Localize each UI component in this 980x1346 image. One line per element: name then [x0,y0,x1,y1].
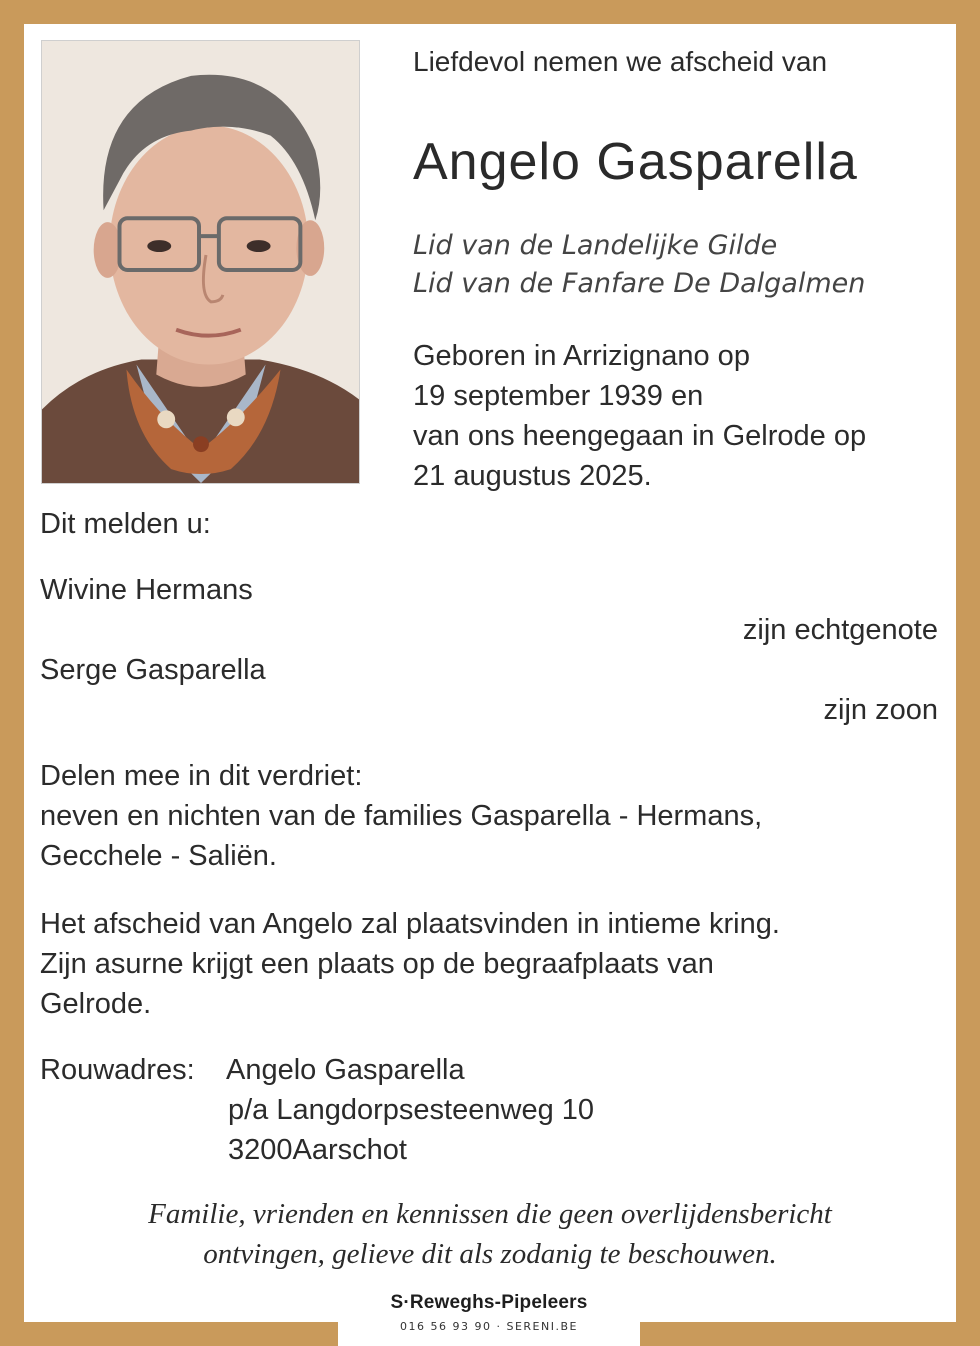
closing-note-line: ontvingen, gelieve dit als zodanig te beschouwen. [203,1238,777,1270]
address-label: Rouwadres: [40,1054,195,1086]
funeral-home-contact: 016 56 93 90 · SERENI.BE [400,1320,578,1333]
life-line: Geboren in Arrizignano op [413,340,750,372]
farewell-line: Het afscheid van Angelo zal plaatsvinden in intieme kring. [40,908,780,940]
address-line: Angelo Gasparella [226,1054,465,1086]
address-line: 3200Aarschot [228,1134,407,1166]
life-line: van ons heengegaan in Gelrode op [413,420,867,452]
address-line: p/a Langdorpsesteenweg 10 [228,1094,595,1126]
announcer-name: Wivine Hermans [40,574,253,606]
membership-line: Lid van de Fanfare De Dalgalmen [413,268,866,299]
announcer-relation: zijn echtgenote [742,614,938,646]
sharing-heading: Delen mee in dit verdriet: [40,760,363,792]
funeral-home-logo [338,1282,640,1346]
portrait-photo [41,40,360,484]
life-line: 21 augustus 2025. [413,460,652,492]
announcer-relation: zijn zoon [823,694,938,726]
closing-note-line: Familie, vrienden en kennissen die geen overlijdensbericht [148,1198,832,1230]
intro-text: Liefdevol nemen we afscheid van [413,46,828,77]
farewell-line: Gelrode. [40,988,152,1020]
life-line: 19 september 1939 en [413,380,704,412]
membership-line: Lid van de Landelijke Gilde [413,230,778,261]
sharing-line: Gecchele - Saliën. [40,840,277,872]
funeral-home-name: S·Reweghs-Pipeleers [390,1292,588,1313]
sharing-line: neven en nichten van de families Gasparella - Hermans, [40,800,763,832]
farewell-line: Zijn asurne krijgt een plaats op de begraafplaats van [40,948,714,980]
announcers-heading: Dit melden u: [40,508,211,540]
announcer-name: Serge Gasparella [40,654,266,686]
deceased-name: Angelo Gasparella [413,133,858,191]
